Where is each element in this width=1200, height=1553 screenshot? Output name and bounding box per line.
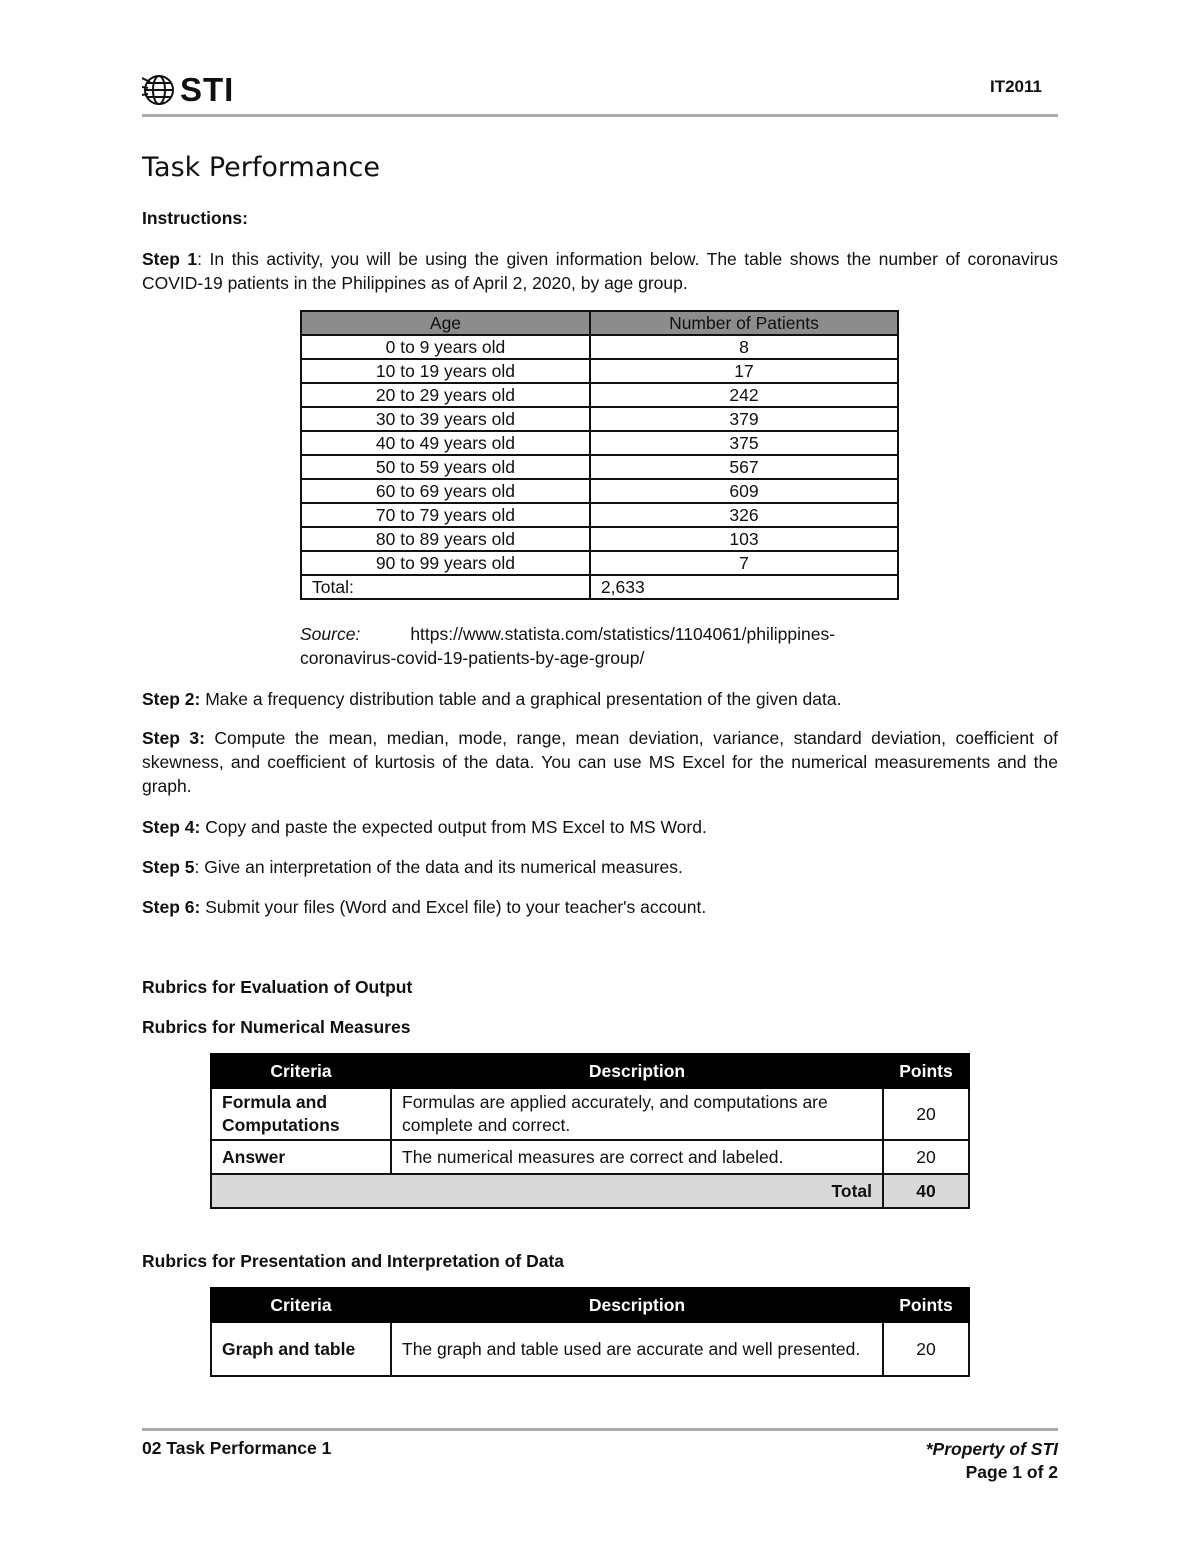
page-title: Task Performance (142, 152, 380, 183)
points-cell: 20 (883, 1140, 969, 1174)
step-text: Submit your files (Word and Excel file) to your teacher's account. (205, 897, 707, 917)
step-label: Step 2: (142, 689, 201, 709)
step-label: Step 1 (142, 249, 198, 269)
table-row (211, 1322, 969, 1376)
table-header-row (301, 311, 898, 335)
points-cell: 20 (883, 1088, 969, 1140)
age-header: Age (301, 311, 590, 335)
rubrics-heading: Rubrics for Evaluation of Output (142, 977, 413, 997)
footer-rule (142, 1428, 1058, 1431)
points-header: Points (883, 1054, 969, 1088)
step-5: Step 5: Give an interpretation of the data and its numerical measures. (142, 857, 683, 877)
table-row: 60 to 69 years old 609 (301, 479, 898, 503)
globe-icon (142, 73, 178, 107)
rubric-presentation-table (210, 1287, 970, 1377)
description-cell: Formulas are applied accurately, and computations are complete and correct. (391, 1088, 883, 1140)
table-row (211, 1140, 969, 1174)
step-label: Step 3: (142, 728, 205, 748)
step-text: Compute the mean, median, mode, range, mean deviation, variance, standard deviation, coefficient of skewness, and coefficient of kurtosis of the data. You can use MS Excel for the numerical measurements and the graph. (142, 728, 1058, 796)
description-header: Description (391, 1288, 883, 1322)
step-1: Step 1: In this activity, you will be using the given information below. The table shows the number of coronavirus COVID-19 patients in the Philippines as of April 2, 2020, by age group. (142, 249, 1058, 293)
course-code: IT2011 (990, 77, 1042, 96)
description-header: Description (391, 1054, 883, 1088)
step-label: Step 4: (142, 817, 201, 837)
step-label: Step 6: (142, 897, 201, 917)
criteria-cell: Formula and Computations (211, 1088, 391, 1140)
criteria-cell: Graph and table (211, 1322, 391, 1376)
step-text: Make a frequency distribution table and a graphical presentation of the given data. (205, 689, 842, 709)
patients-header: Number of Patients (590, 311, 898, 335)
source-url: https://www.statista.com/statistics/1104061/philippines-coronavirus-covid-19-patients-by-age-group/ (300, 624, 836, 668)
criteria-header: Criteria (211, 1288, 391, 1322)
source-label: Source: (300, 624, 361, 644)
step-label: Step 5 (142, 857, 195, 877)
points-cell: 20 (883, 1322, 969, 1376)
total-row (211, 1174, 969, 1208)
instructions-label: Instructions: (142, 208, 248, 228)
table-row: 70 to 79 years old 326 (301, 503, 898, 527)
rubric-presentation-heading: Rubrics for Presentation and Interpretation of Data (142, 1251, 564, 1271)
step-3 (142, 726, 1058, 798)
table-row: 40 to 49 years old 375 (301, 431, 898, 455)
criteria-cell: Answer (211, 1140, 391, 1174)
step-6 (142, 895, 1058, 919)
table-row: 20 to 29 years old 242 (301, 383, 898, 407)
criteria-header: Criteria (211, 1054, 391, 1088)
table-header-row (211, 1054, 969, 1088)
page-number: Page 1 of 2 (965, 1462, 1058, 1482)
description-cell: The graph and table used are accurate and well presented. (391, 1322, 883, 1376)
step-text: In this activity, you will be using the given information below. The table shows the number of coronavirus COVID-19 patients in the Philippines as of April 2, 2020, by age group. (142, 249, 1058, 293)
step-text: Copy and paste the expected output from MS Excel to MS Word. (205, 817, 707, 837)
table-row: 10 to 19 years old 17 (301, 359, 898, 383)
step-2 (142, 687, 1058, 711)
table-header-row (211, 1288, 969, 1322)
step-4 (142, 815, 1058, 839)
total-points: 40 (883, 1174, 969, 1208)
rubric-numerical-table (210, 1053, 970, 1209)
header-rule (142, 114, 1058, 117)
rubric-numerical-heading: Rubrics for Numerical Measures (142, 1017, 411, 1037)
footer-title: 02 Task Performance 1 (142, 1438, 332, 1458)
logo-text: STI (180, 71, 235, 108)
sti-logo (142, 72, 234, 108)
table-row: 90 to 99 years old 7 (301, 551, 898, 575)
table-row: 80 to 89 years old 103 (301, 527, 898, 551)
total-row (301, 575, 898, 599)
table-row: 0 to 9 years old 8 (301, 335, 898, 359)
total-value: 2,633 (590, 575, 898, 599)
description-cell: The numerical measures are correct and labeled. (391, 1140, 883, 1174)
property-note: *Property of STI (925, 1439, 1058, 1459)
points-header: Points (883, 1288, 969, 1322)
table-row (211, 1088, 969, 1140)
footer-right (926, 1438, 1058, 1484)
total-label: Total (211, 1174, 883, 1208)
table-row: 50 to 59 years old 567 (301, 455, 898, 479)
source-citation (300, 622, 900, 670)
table-row: 30 to 39 years old 379 (301, 407, 898, 431)
age-table (300, 310, 899, 600)
total-label: Total: (301, 575, 590, 599)
step-text: Give an interpretation of the data and its numerical measures. (204, 857, 683, 877)
